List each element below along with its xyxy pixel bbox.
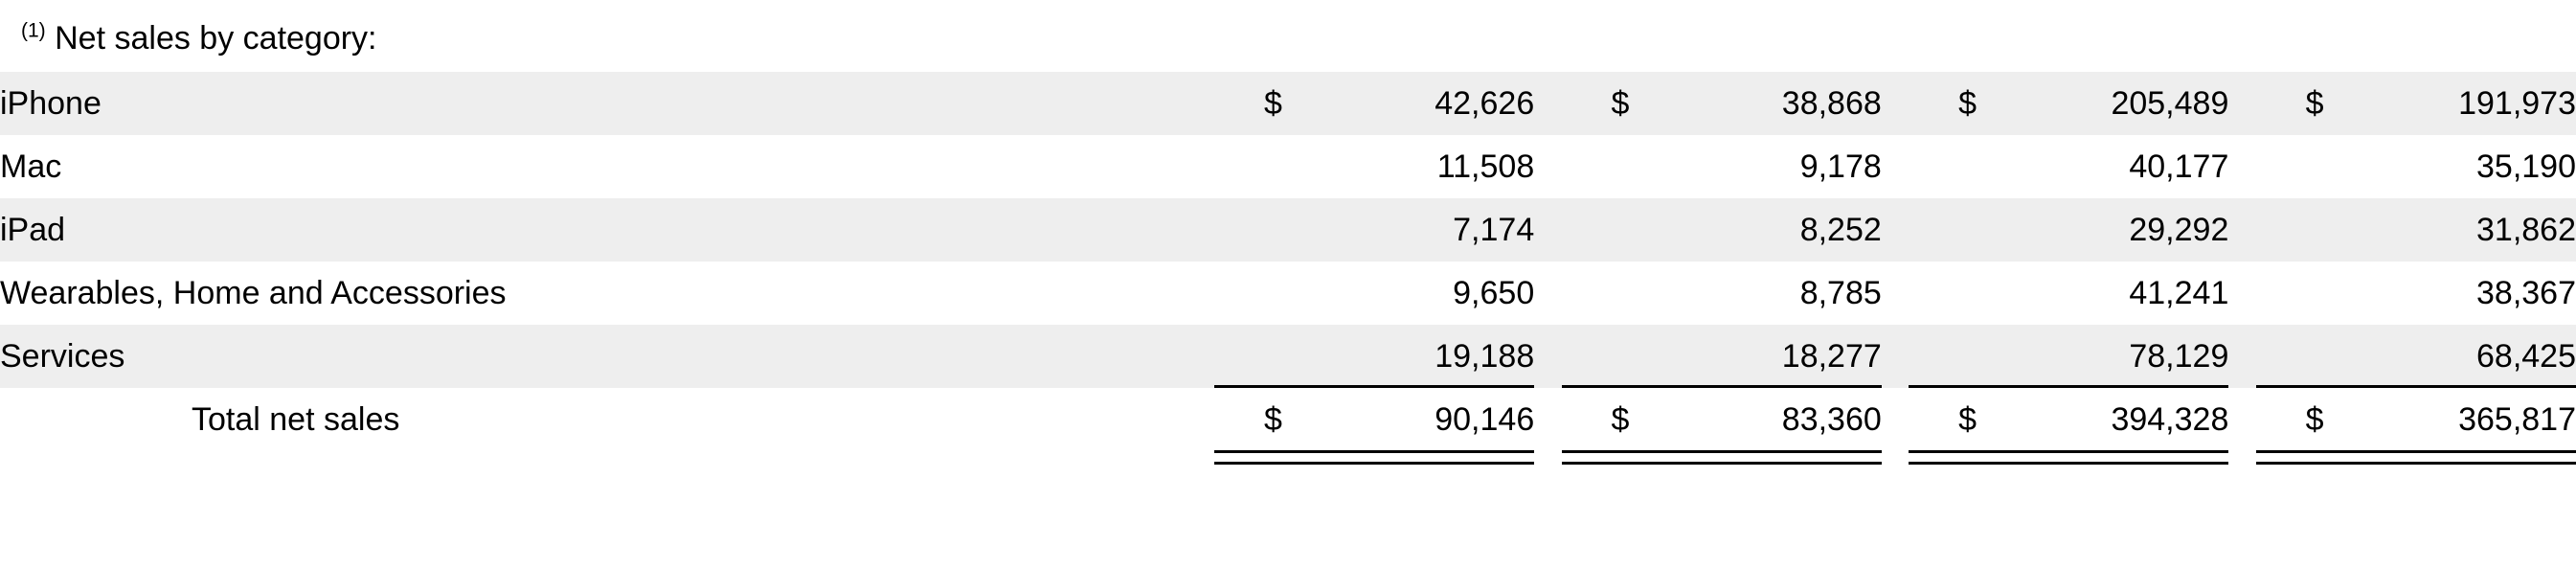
column-gap [2228,198,2255,262]
row-label: Mac [0,135,1214,198]
cell-value: 42,626 [1282,72,1534,135]
currency-symbol [1214,262,1282,325]
column-gap [1534,135,1561,198]
column-gap [1882,388,1909,451]
total-value: 365,817 [2324,388,2576,451]
table-row [0,135,2576,198]
table-row [0,72,2576,135]
currency-symbol [2256,262,2324,325]
currency-symbol [2256,135,2324,198]
row-label: iPhone [0,72,1214,135]
currency-symbol: $ [1562,388,1630,451]
cell-value: 41,241 [1977,262,2228,325]
cell-value: 68,425 [2324,325,2576,388]
column-gap [2228,325,2255,388]
cell-value: 8,785 [1629,262,1881,325]
currency-symbol: $ [1909,388,1977,451]
currency-symbol: $ [1909,72,1977,135]
row-label: iPad [0,198,1214,262]
column-gap [2228,72,2255,135]
footnote-marker: (1) [21,19,46,42]
cell-value: 11,508 [1282,135,1534,198]
net-sales-by-category-table [0,72,2576,514]
table-row [0,325,2576,388]
total-value: 83,360 [1629,388,1881,451]
cell-value: 38,367 [2324,262,2576,325]
column-gap [1882,325,1909,388]
currency-symbol [1562,325,1630,388]
column-gap [1534,198,1561,262]
cell-value: 38,868 [1629,72,1881,135]
cell-value: 191,973 [2324,72,2576,135]
column-gap [2228,388,2255,451]
cell-value: 9,178 [1629,135,1881,198]
currency-symbol [1562,262,1630,325]
currency-symbol: $ [1214,72,1282,135]
currency-symbol [1214,135,1282,198]
currency-symbol [1909,325,1977,388]
cell-value: 35,190 [2324,135,2576,198]
total-value: 394,328 [1977,388,2228,451]
currency-symbol [1214,325,1282,388]
cell-value: 7,174 [1282,198,1534,262]
currency-symbol [1909,198,1977,262]
column-gap [1534,388,1561,451]
total-label: Total net sales [0,388,1214,451]
column-gap [1882,198,1909,262]
table-row [0,262,2576,325]
column-gap [1534,72,1561,135]
note-heading-text: Net sales by category: [55,20,377,57]
note-heading [0,13,2576,72]
currency-symbol [1562,135,1630,198]
currency-symbol [1909,135,1977,198]
total-value: 90,146 [1282,388,1534,451]
cell-value: 205,489 [1977,72,2228,135]
currency-symbol: $ [1562,72,1630,135]
column-gap [1882,135,1909,198]
cell-value: 40,177 [1977,135,2228,198]
column-gap [2228,135,2255,198]
row-label: Services [0,325,1214,388]
cell-value: 19,188 [1282,325,1534,388]
cell-value: 78,129 [1977,325,2228,388]
row-label: Wearables, Home and Accessories [0,262,1214,325]
currency-symbol: $ [2256,388,2324,451]
currency-symbol [1909,262,1977,325]
cell-value: 18,277 [1629,325,1881,388]
column-gap [1534,325,1561,388]
currency-symbol: $ [1214,388,1282,451]
currency-symbol [2256,325,2324,388]
currency-symbol [1214,198,1282,262]
cell-value: 8,252 [1629,198,1881,262]
column-gap [1882,72,1909,135]
currency-symbol [1562,198,1630,262]
column-gap [1534,262,1561,325]
table-row [0,198,2576,262]
currency-symbol [2256,198,2324,262]
column-gap [2228,262,2255,325]
cell-value: 31,862 [2324,198,2576,262]
cell-value: 9,650 [1282,262,1534,325]
cell-value: 29,292 [1977,198,2228,262]
currency-symbol: $ [2256,72,2324,135]
column-gap [1882,262,1909,325]
total-row [0,388,2576,451]
